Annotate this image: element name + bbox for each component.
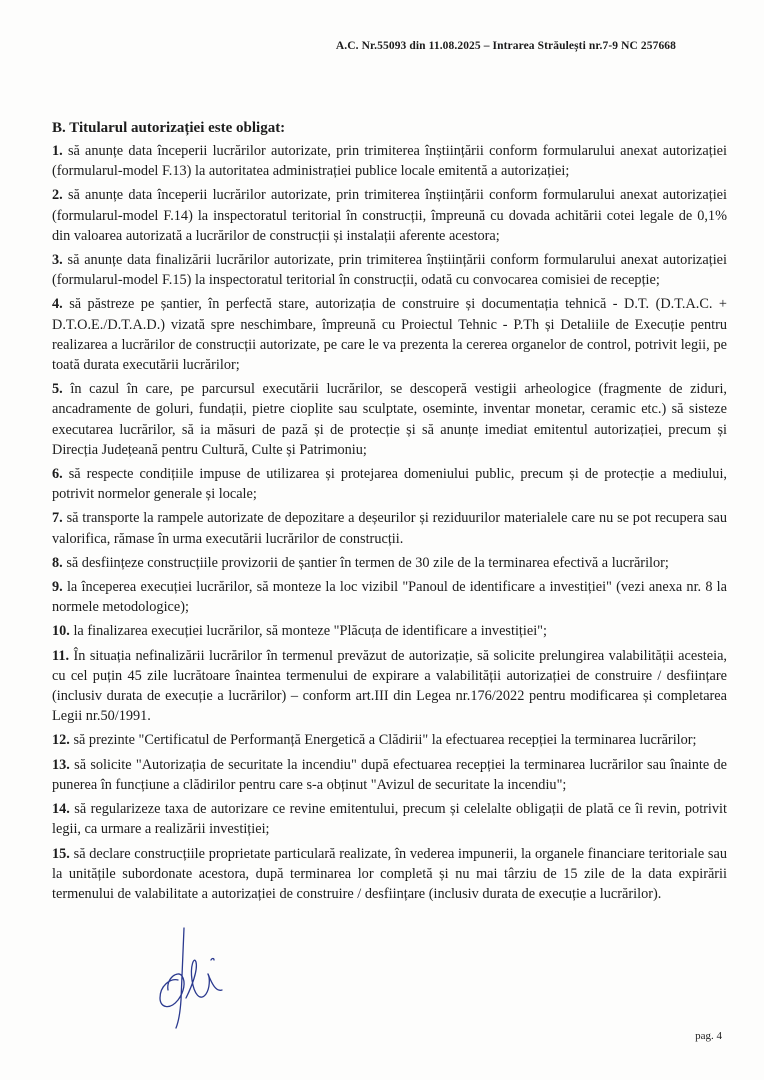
list-item: [52, 621, 727, 641]
list-item: [52, 379, 727, 460]
item-number: 10.: [52, 623, 70, 640]
list-item: [52, 141, 727, 181]
list-item: [52, 755, 727, 795]
item-number: 11.: [52, 647, 70, 664]
list-item: [52, 730, 727, 750]
item-number: 9.: [52, 579, 63, 596]
list-item: [52, 250, 727, 290]
item-text: să anunțe data începerii lucrărilor autorizate, prin trimiterea înștiințării conform formularului anexat autorizației (formularul-model F.14) la inspectoratul teritorial în construcții, împreună cu dovada achitării cotei legale de 0,1% din valoarea autorizată a lucrărilor de construcții și instalații aferente acestora;: [52, 187, 727, 244]
document-header: A.C. Nr.55093 din 11.08.2025 – Intrarea Străulești nr.7-9 NC 257668: [335, 40, 676, 52]
list-item: [52, 464, 727, 504]
obligations-section: [52, 120, 727, 908]
item-text: să anunțe data finalizării lucrărilor autorizate, prin trimiterea înștiințării conform formularului anexat autorizației (formularul-model F.15) la inspectoratul teritorial în construcții, odată cu convocarea comisiei de recepție;: [52, 252, 728, 289]
item-text: să declare construcțiile proprietate particulară realizate, în vederea impunerii, la organele financiare teritoriale sau la unitățile subordonate acestora, după terminarea lor completă și nu mai târziu de 15 zile de la data expirării termenului de valabilitate a autorizației de construire / desființare (inclusiv durata de execuție a lucrărilor).: [52, 845, 727, 902]
obligations-list: [52, 141, 727, 904]
list-item: [52, 294, 727, 375]
item-number: 3.: [52, 252, 63, 269]
handwritten-signature: [148, 920, 228, 1030]
item-text: la începerea execuției lucrărilor, să monteze la loc vizibil "Panoul de identificare a investiției" (vezi anexa nr. 8 la normele metodologice);: [52, 579, 727, 616]
item-text: să desființeze construcțiile provizorii de șantier în termen de 30 zile de la terminarea efectivă a lucrărilor;: [66, 554, 669, 571]
item-text: să prezinte "Certificatul de Performanță Energetică a Clădirii" la efectuarea recepției la terminarea lucrărilor;: [73, 732, 697, 749]
item-number: 6.: [52, 466, 63, 483]
item-text: În situația nefinalizării lucrărilor în termenul prevăzut de autorizație, să solicite prelungirea valabilității acesteia, cu cel puțin 45 zile lucrătoare înaintea termenului de expirare a valabilității autorizației de construire / desființare (inclusiv durata de execuție a lucrărilor) – conform art.III din Legea nr.176/2022 pentru modificarea și completarea Legii nr.50/1991.: [52, 647, 727, 725]
list-item: [52, 577, 727, 617]
item-number: 8.: [52, 554, 63, 571]
item-number: 7.: [52, 510, 63, 527]
item-number: 1.: [52, 143, 63, 159]
item-text: să transporte la rampele autorizate de depozitare a deșeurilor și reziduurilor materialele care nu se pot recupera sau valorifica, rămase în urma executării lucrărilor de construcții.: [52, 510, 727, 547]
list-item: [52, 646, 727, 727]
item-text: în cazul în care, pe parcursul executării lucrărilor, se descoperă vestigii arheologice (fragmente de ziduri, ancadramente de goluri, fundații, pietre cioplite sau sculptate, oseminte, inventar monetar, ceramic etc.) să sisteze executarea lucrărilor, să ia măsuri de pază și de protecție și să anunțe imediat emitentul autorizației, precum și Direcția Județeană pentru Cultură, Culte și Patrimoniu;: [52, 381, 727, 458]
page-number: pag. 4: [695, 1030, 722, 1042]
list-item: [52, 508, 727, 548]
item-text: să anunțe data începerii lucrărilor autorizate, prin trimiterea înștiințării conform formularului anexat autorizației (formularul-model F.13) la autoritatea administrației publice locale emitentă a autorizației;: [52, 143, 727, 180]
item-text: să păstreze pe șantier, în perfectă stare, autorizația de construire și documentația tehnică - D.T. (D.T.A.C. + D.T.O.E./D.T.A.D.) vizată spre neschimbare, împreună cu Proiectul Tehnic - P.Th și Detaliile de Execuție pentru realizarea a lucrărilor de construcții autorizate, pe care le va prezenta la cererea organelor de control, potrivit legii, pe toată durata executării lucrărilor;: [52, 296, 727, 374]
item-number: 4.: [52, 296, 63, 313]
section-title: B. Titularul autorizației este obligat:: [52, 120, 286, 136]
item-text: să solicite "Autorizația de securitate la incendiu" după efectuarea recepției la terminarea lucrărilor sau înainte de punerea în funcțiune a clădirilor pentru care s-a obținut "Avizul de securitate la incendiu";: [52, 756, 728, 793]
list-item: [52, 553, 727, 573]
item-text: să regularizeze taxa de autorizare ce revine emitentului, precum și celelalte obligații de plată ce îi revin, potrivit legii, ca urmare a realizării investiției;: [52, 801, 727, 838]
list-item: [52, 185, 727, 246]
item-number: 12.: [52, 732, 70, 749]
item-number: 14.: [52, 801, 70, 818]
item-text: la finalizarea execuției lucrărilor, să monteze "Plăcuța de identificare a investiției";: [73, 623, 547, 640]
item-number: 13.: [52, 756, 70, 773]
item-number: 2.: [52, 187, 63, 204]
item-text: să respecte condițiile impuse de utilizarea și protejarea domeniului public, precum și de protecție a mediului, potrivit normelor generale și locale;: [52, 466, 727, 503]
list-item: [52, 844, 727, 905]
list-item: [52, 799, 727, 839]
item-number: 15.: [52, 845, 70, 862]
item-number: 5.: [52, 381, 63, 398]
